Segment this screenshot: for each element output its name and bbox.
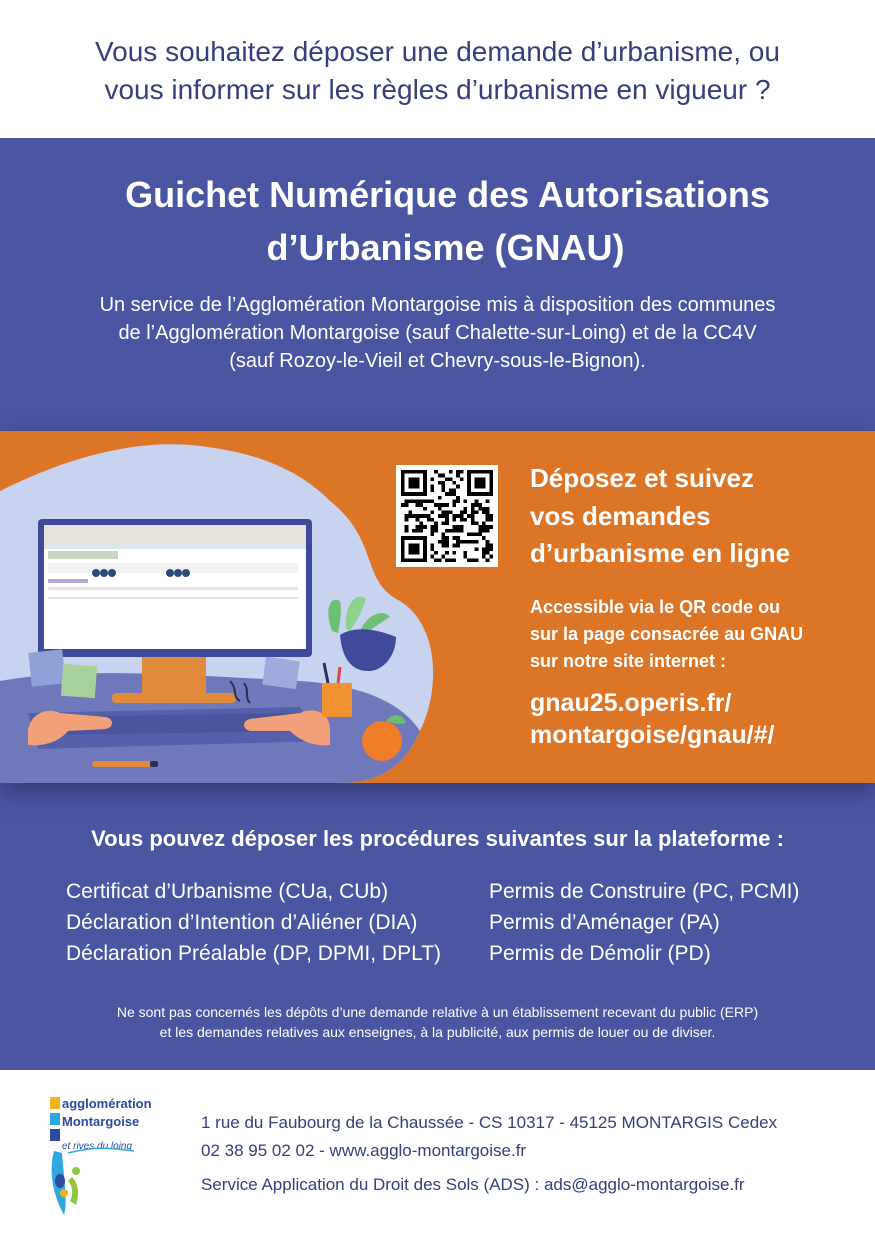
exclusion-note-line2: et les demandes relatives aux enseignes, à la publicité, aux permis de louer ou de diviser. xyxy=(159,1024,716,1040)
online-info-line3: sur notre site internet : xyxy=(530,651,727,671)
qr-code-icon xyxy=(396,465,498,567)
page-title-line2: d’Urbanisme (GNAU) xyxy=(266,227,625,268)
logo-text-line2: Montargoise xyxy=(62,1114,140,1129)
agglomeration-logo xyxy=(48,1093,158,1219)
intro-subtitle-line1: Un service de l’Agglomération Montargoise mis à disposition des communes xyxy=(99,294,776,316)
computer-desk-illustration xyxy=(0,431,440,783)
online-info-line2: sur la page consacrée au GNAU xyxy=(530,624,804,644)
page-title-line1: Guichet Numérique des Autorisations xyxy=(125,174,770,215)
procedures-right-list xyxy=(489,876,799,969)
procedure-item: Déclaration d’Intention d’Aliéner (DIA) xyxy=(66,911,418,934)
intro-subtitle-line3: (sauf Rozoy-le-Vieil et Chevry-sous-le-Bignon). xyxy=(229,350,646,372)
procedure-item: Permis d’Aménager (PA) xyxy=(489,911,720,934)
procedure-item: Permis de Démolir (PD) xyxy=(489,942,711,965)
header-question-line1: Vous souhaitez déposer une demande d’urbanisme, ou xyxy=(95,36,780,67)
procedures-left-list xyxy=(66,876,441,969)
contact-address: 1 rue du Faubourg de la Chaussée - CS 10317 - 45125 MONTARGIS Cedex xyxy=(201,1113,778,1132)
procedure-item: Permis de Construire (PC, PCMI) xyxy=(489,880,800,903)
procedure-item: Déclaration Préalable (DP, DPMI, DPLT) xyxy=(66,942,442,965)
logo-text-line1: agglomération xyxy=(62,1096,152,1111)
gnau-url-line1[interactable]: gnau25.operis.fr/ xyxy=(530,689,732,717)
exclusion-note-line1: Ne sont pas concernés les dépôts d’une demande relative à un établissement recevant du public (ERP) xyxy=(116,1004,759,1020)
logo-text-line3: et rives du loing xyxy=(62,1141,133,1152)
contact-service-email[interactable]: Service Application du Droit des Sols (ADS) : ads@agglo-montargoise.fr xyxy=(201,1175,745,1194)
header-question-line2: vous informer sur les règles d’urbanisme en vigueur ? xyxy=(104,74,771,105)
online-heading-line3: d’urbanisme en ligne xyxy=(530,538,791,568)
header xyxy=(0,0,875,138)
intro-subtitle-line2: de l’Agglomération Montargoise (sauf Chalette-sur-Loing) et de la CC4V xyxy=(118,322,757,344)
online-info-line1: Accessible via le QR code ou xyxy=(530,597,781,617)
contact-phone-website[interactable]: 02 38 95 02 02 - www.agglo-montargoise.fr xyxy=(201,1141,527,1160)
procedure-item: Certificat d’Urbanisme (CUa, CUb) xyxy=(66,880,389,903)
online-heading-line2: vos demandes xyxy=(530,501,711,531)
gnau-url-line2[interactable]: montargoise/gnau/#/ xyxy=(530,721,775,749)
procedures-title: Vous pouvez déposer les procédures suivantes sur la plateforme : xyxy=(91,826,784,851)
online-heading-line1: Déposez et suivez xyxy=(530,463,754,493)
